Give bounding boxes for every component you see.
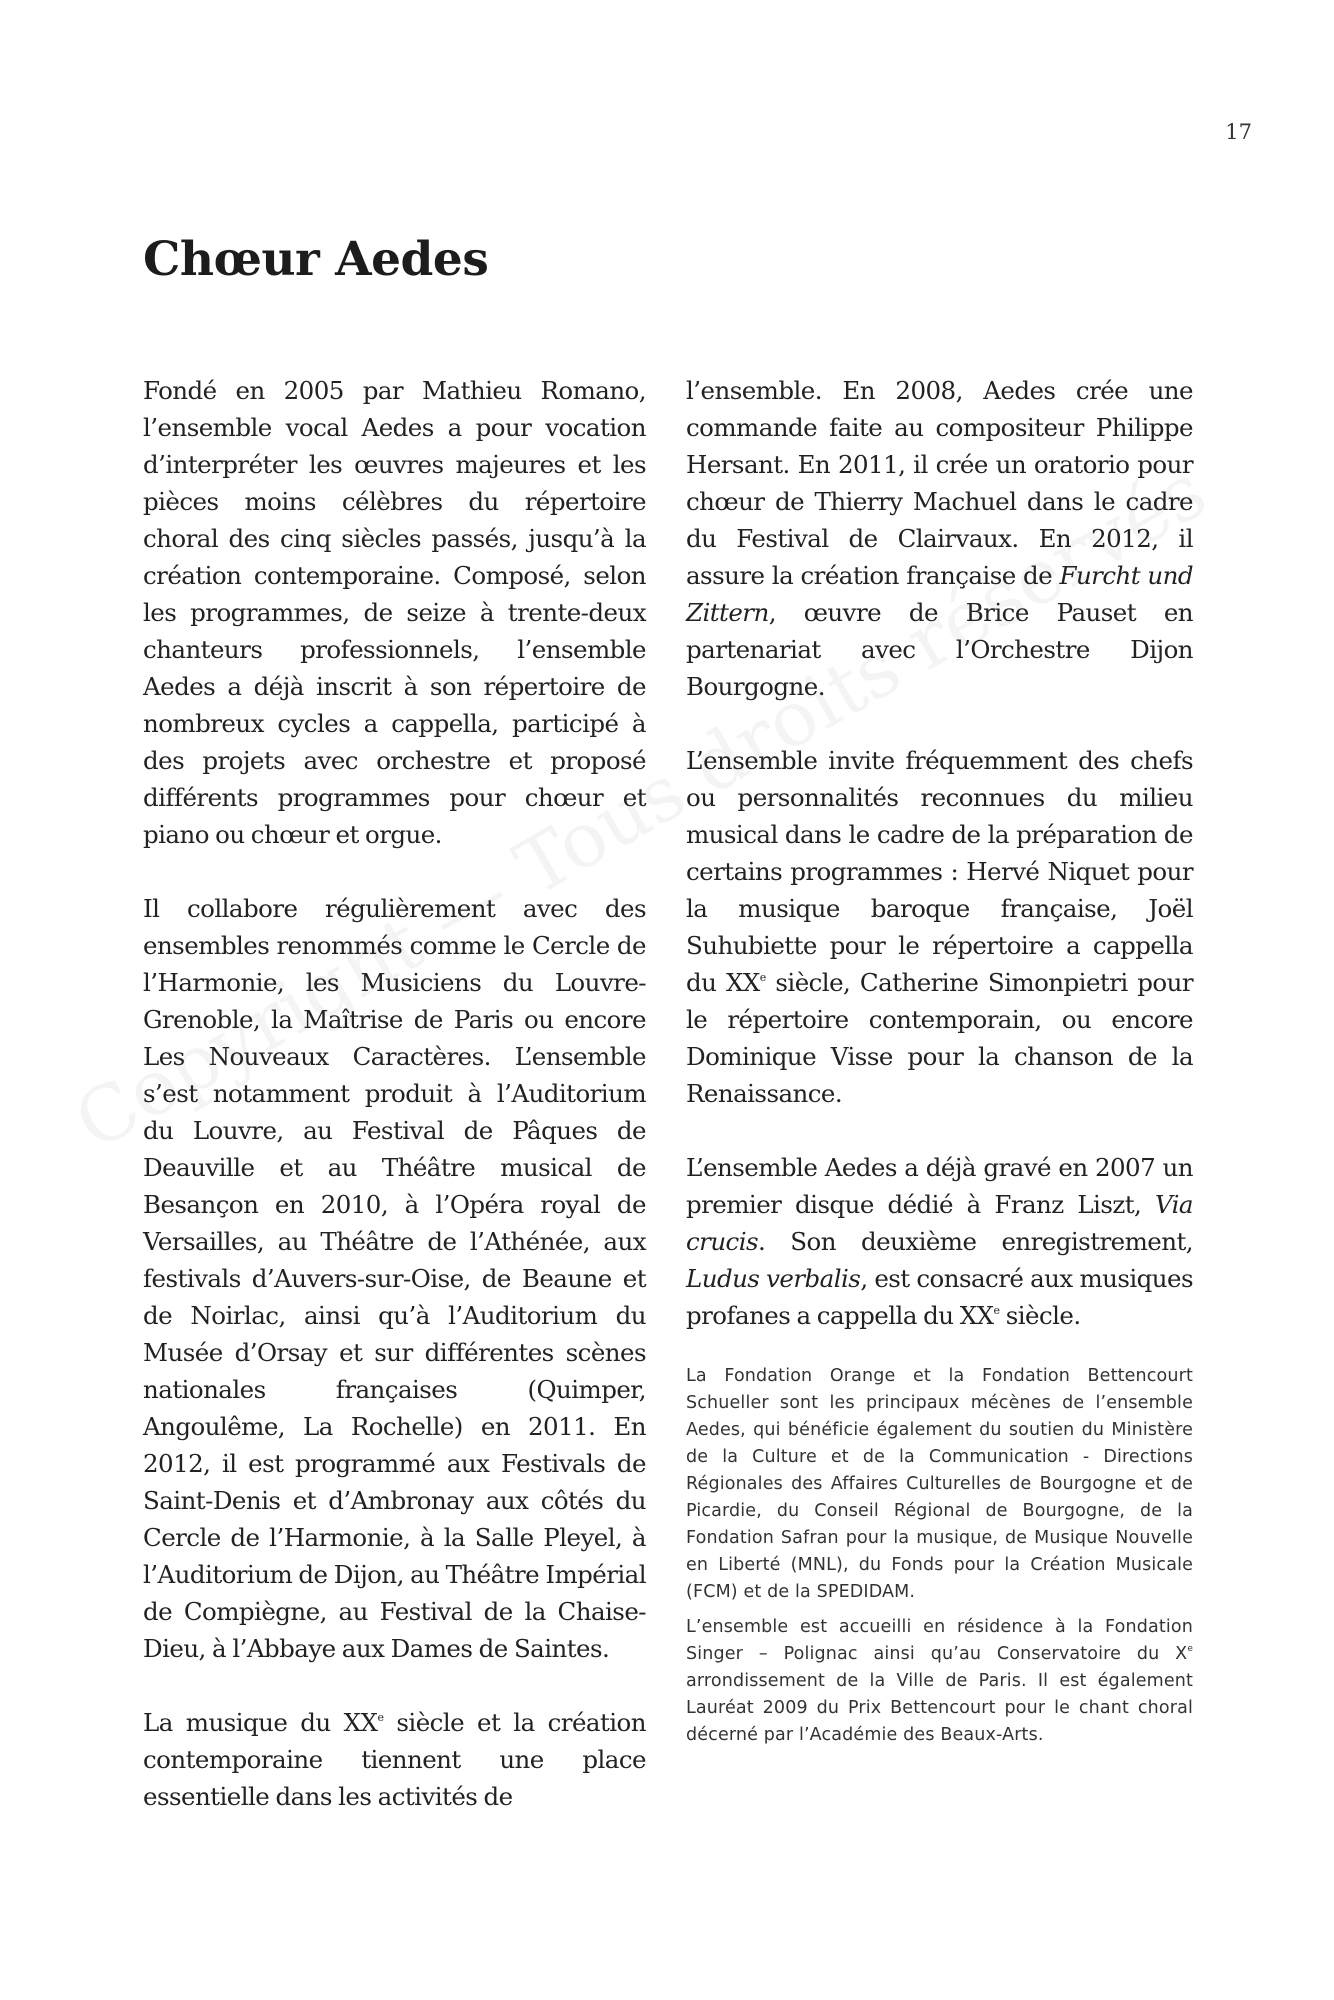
text-segment: La musique du XX [143,1708,378,1737]
text-segment: siècle. [999,1301,1081,1330]
superscript: e [759,971,766,984]
superscript: e [377,1711,384,1724]
paragraph-contemporary-music [143,1704,646,1815]
text-segment: , est consacré aux musiques profanes a cappella du XX [686,1264,1194,1330]
text-segment: . Son deuxième enregistrement, [758,1227,1193,1256]
text-segment: arrondissement de la Ville de Paris. Il est également Lauréat 2009 du Prix Bettencourt pour le chant choral décerné par l’Académie des Beaux-Arts. [686,1671,1193,1745]
text-segment: siècle et la création contemporaine tiennent une place essentielle dans les activités de [143,1708,646,1811]
work-title: Furcht und Zittern [686,561,1193,627]
text-segment: L’ensemble est accueilli en résidence à la Fondation Singer – Polignac ainsi qu’au Conservatoire du X [686,1617,1193,1664]
left-column [143,372,646,1852]
paragraph-foundation: Fondé en 2005 par Mathieu Romano, l’ensemble vocal Aedes a pour vocation d’interpréter les œuvres majeures et les pièces moins célèbres du répertoire choral des cinq siècles passés, jusqu’à la création contemporaine. Composé, selon les programmes, de seize à trente-deux chanteurs professionnels, l’ensemble Aedes a déjà inscrit à son répertoire de nombreux cycles a cappella, participé à des projets avec orchestre et proposé différents programmes pour chœur et piano ou chœur et orgue. [143,376,646,849]
album-title: Via crucis [686,1190,1193,1256]
right-column [686,372,1193,1757]
sponsors-note: La Fondation Orange et la Fondation Bettencourt Schueller sont les principaux mécènes de l’ensemble Aedes, qui bénéficie également du soutien du Ministère de la Culture et de la Communication - Directions Régionales des Affaires Culturelles de Bourgogne et de Picardie, du Conseil Régional de Bourgogne, de la Fondation Safran pour la musique, de Musique Nouvelle en Liberté (MNL), du Fonds pour la Création Musicale (FCM) et de la SPEDIDAM. [686,1366,1193,1602]
superscript: e [993,1304,1000,1317]
paragraph-collaborations: Il collabore régulièrement avec des ensembles renommés comme le Cercle de l’Harmonie, les Musiciens du Louvre-Grenoble, la Maîtrise de Paris ou encore Les Nouveaux Caractères. L’ensemble s’est notamment produit à l’Auditorium du Louvre, au Festival de Pâques de Deauville et au Théâtre musical de Besançon en 2010, à l’Opéra royal de Versailles, au Théâtre de l’Athénée, aux festivals d’Auvers-sur-Oise, de Beaune et de Noirlac, ainsi qu’à l’Auditorium du Musée d’Orsay et sur différentes scènes nationales françaises (Quimper, Angoulême, La Rochelle) en 2011. En 2012, il est programmé aux Festivals de Saint-Denis et d’Ambronay aux côtés du Cercle de l’Harmonie, à la Salle Pleyel, à l’Auditorium de Dijon, au Théâtre Impérial de Compiègne, au Festival de la Chaise-Dieu, à l’Abbaye aux Dames de Saintes. [143,894,646,1663]
paragraph-commissions [686,372,1193,705]
paragraph-guest-conductors [686,742,1193,1112]
text-segment: L’ensemble invite fréquemment des chefs ou personnalités reconnues du milieu musical dans le cadre de la préparation de certains programmes : Hervé Niquet pour la musique baroque française, Joël Suhubiette pour le répertoire a cappella du XX [686,746,1193,997]
text-segment: , œuvre de Brice Pauset en partenariat avec l’Orchestre Dijon Bourgogne. [686,598,1193,701]
text-segment: siècle, Catherine Simonpietri pour le répertoire contemporain, ou encore Dominique Visse pour la chanson de la Renaissance. [686,968,1193,1108]
superscript: e [1187,1644,1193,1654]
text-segment: L’ensemble Aedes a déjà gravé en 2007 un premier disque dédié à Franz Liszt, [686,1153,1193,1219]
paragraph-recordings [686,1149,1193,1334]
text-segment: l’ensemble. En 2008, Aedes crée une commande faite au compositeur Philippe Hersant. En 2011, il crée un oratorio pour chœur de Thierry Machuel dans le cadre du Festival de Clairvaux. En 2012, il assure la création française de [686,376,1193,590]
residence-note [686,1614,1193,1749]
page-number: 17 [1225,120,1252,144]
album-title: Ludus verbalis [686,1264,861,1293]
page-title: Chœur Aedes [143,232,489,287]
